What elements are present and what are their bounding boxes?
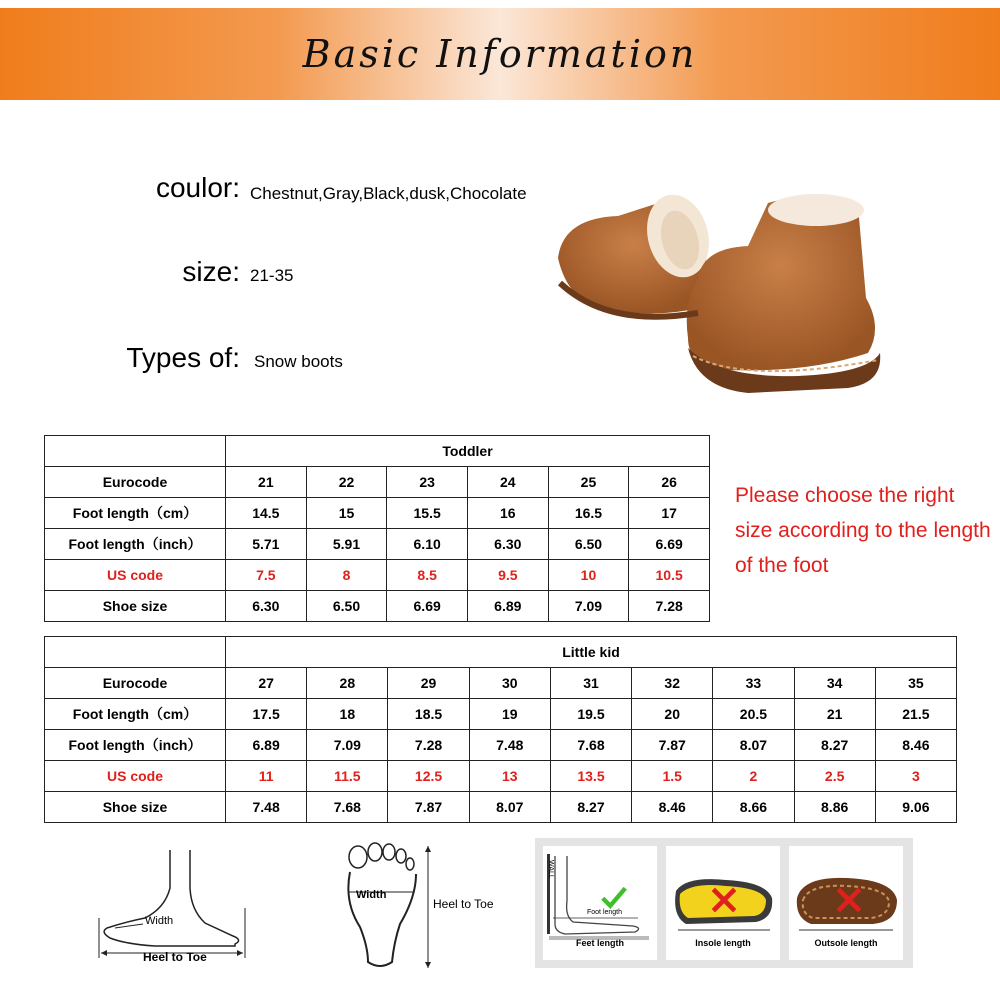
table-cell: 8.66 — [713, 792, 794, 823]
little-kid-size-table — [44, 636, 957, 823]
header-banner — [0, 8, 1000, 100]
foot-top-diagram — [338, 842, 508, 972]
cross-icon — [833, 884, 865, 916]
table-corner — [45, 637, 226, 668]
table-cell: 6.50 — [306, 591, 387, 622]
table-cell: 7.28 — [388, 730, 469, 761]
table-cell: 17 — [629, 498, 710, 529]
table-cell: 18.5 — [388, 699, 469, 730]
side-heel-label: Heel to Toe — [143, 950, 207, 964]
table-cell: 30 — [469, 668, 550, 699]
table-cell: 21 — [226, 467, 307, 498]
table-cell: 6.30 — [467, 529, 548, 560]
table-cell: 7.87 — [388, 792, 469, 823]
table-cell: 5.71 — [226, 529, 307, 560]
table-cell: 35 — [875, 668, 956, 699]
table-cell: 15.5 — [387, 498, 468, 529]
table-cell: 13.5 — [550, 761, 631, 792]
color-label: coulor: — [155, 172, 240, 203]
table-cell: 8.27 — [550, 792, 631, 823]
feet-length-label: Feet length — [575, 938, 624, 948]
table-cell: 7.68 — [550, 730, 631, 761]
table-cell: 20.5 — [713, 699, 794, 730]
table-cell: 2.5 — [794, 761, 875, 792]
row-label: Shoe size — [45, 591, 226, 622]
table-cell: 16.5 — [548, 498, 629, 529]
table-cell: 16 — [467, 498, 548, 529]
row-label: Foot length（inch） — [45, 730, 226, 761]
table-cell: 8.46 — [632, 792, 713, 823]
side-width-label: Width — [145, 915, 174, 927]
boots-product-image — [548, 188, 888, 408]
inner-foot-length-label: Foot length — [587, 909, 623, 916]
row-label: Eurocode — [45, 668, 226, 699]
row-label: US code — [45, 560, 226, 591]
table-cell: 3 — [875, 761, 956, 792]
page-title: Basic Information — [302, 32, 698, 76]
row-label: Eurocode — [45, 467, 226, 498]
table-cell: 25 — [548, 467, 629, 498]
size-advice-note: Please choose the right size according to the length of the foot — [735, 484, 991, 577]
table-cell: 8 — [306, 560, 387, 591]
table-cell: 10 — [548, 560, 629, 591]
table-cell: 7.5 — [226, 560, 307, 591]
size-label: size: — [182, 256, 240, 287]
table-cell: 11.5 — [307, 761, 388, 792]
row-label: Shoe size — [45, 792, 226, 823]
table-cell: 19 — [469, 699, 550, 730]
outsole-length-label: Outsole length — [814, 938, 878, 948]
table-cell: 10.5 — [629, 560, 710, 591]
table-cell: 7.68 — [307, 792, 388, 823]
table-cell: 7.09 — [548, 591, 629, 622]
table-cell: 20 — [632, 699, 713, 730]
toddler-group-header: Toddler — [226, 436, 710, 467]
table-corner — [45, 436, 226, 467]
table-cell: 7.48 — [226, 792, 307, 823]
table-cell: 8.86 — [794, 792, 875, 823]
table-cell: 8.46 — [875, 730, 956, 761]
table-cell: 5.91 — [306, 529, 387, 560]
row-label: US code — [45, 761, 226, 792]
table-cell: 19.5 — [550, 699, 631, 730]
kid-group-header: Little kid — [226, 637, 957, 668]
table-cell: 8.5 — [387, 560, 468, 591]
table-cell: 14.5 — [226, 498, 307, 529]
table-cell: 1.5 — [632, 761, 713, 792]
top-heel-label: Heel to Toe — [433, 897, 494, 911]
table-cell: 7.09 — [307, 730, 388, 761]
table-cell: 26 — [629, 467, 710, 498]
type-label: Types of: — [126, 342, 240, 373]
foot-side-diagram — [95, 848, 255, 968]
table-cell: 33 — [713, 668, 794, 699]
table-cell: 21 — [794, 699, 875, 730]
table-cell: 8.07 — [713, 730, 794, 761]
type-value: Snow boots — [254, 352, 343, 371]
cross-icon — [708, 884, 740, 916]
table-cell: 8.27 — [794, 730, 875, 761]
wall-label: WALL — [547, 860, 554, 879]
table-cell: 15 — [306, 498, 387, 529]
insole-length-label: Insole length — [695, 938, 751, 948]
table-cell: 34 — [794, 668, 875, 699]
table-cell: 31 — [550, 668, 631, 699]
size-value: 21-35 — [250, 266, 294, 285]
table-cell: 6.50 — [548, 529, 629, 560]
table-cell: 21.5 — [875, 699, 956, 730]
table-cell: 8.07 — [469, 792, 550, 823]
table-cell: 29 — [388, 668, 469, 699]
check-icon — [599, 882, 629, 912]
row-label: Foot length（inch） — [45, 529, 226, 560]
table-cell: 6.10 — [387, 529, 468, 560]
table-cell: 7.48 — [469, 730, 550, 761]
table-cell: 12.5 — [388, 761, 469, 792]
insole-length-card — [666, 846, 780, 960]
table-cell: 27 — [226, 668, 307, 699]
toddler-size-table — [44, 435, 710, 622]
table-cell: 28 — [307, 668, 388, 699]
table-cell: 9.5 — [467, 560, 548, 591]
top-width-label: Width — [356, 889, 387, 901]
table-cell: 17.5 — [226, 699, 307, 730]
outsole-length-card — [789, 846, 903, 960]
table-cell: 2 — [713, 761, 794, 792]
row-label: Foot length（cm） — [45, 699, 226, 730]
table-cell: 32 — [632, 668, 713, 699]
table-cell: 22 — [306, 467, 387, 498]
table-cell: 6.69 — [387, 591, 468, 622]
row-label: Foot length（cm） — [45, 498, 226, 529]
table-cell: 23 — [387, 467, 468, 498]
table-cell: 7.28 — [629, 591, 710, 622]
table-cell: 18 — [307, 699, 388, 730]
table-cell: 6.69 — [629, 529, 710, 560]
table-cell: 6.30 — [226, 591, 307, 622]
feet-length-card — [543, 846, 657, 960]
color-value: Chestnut,Gray,Black,dusk,Chocolate — [250, 184, 527, 203]
table-cell: 13 — [469, 761, 550, 792]
table-cell: 11 — [226, 761, 307, 792]
table-cell: 24 — [467, 467, 548, 498]
table-cell: 7.87 — [632, 730, 713, 761]
measurement-guide-panel — [535, 838, 913, 968]
table-cell: 9.06 — [875, 792, 956, 823]
table-cell: 6.89 — [467, 591, 548, 622]
table-cell: 6.89 — [226, 730, 307, 761]
